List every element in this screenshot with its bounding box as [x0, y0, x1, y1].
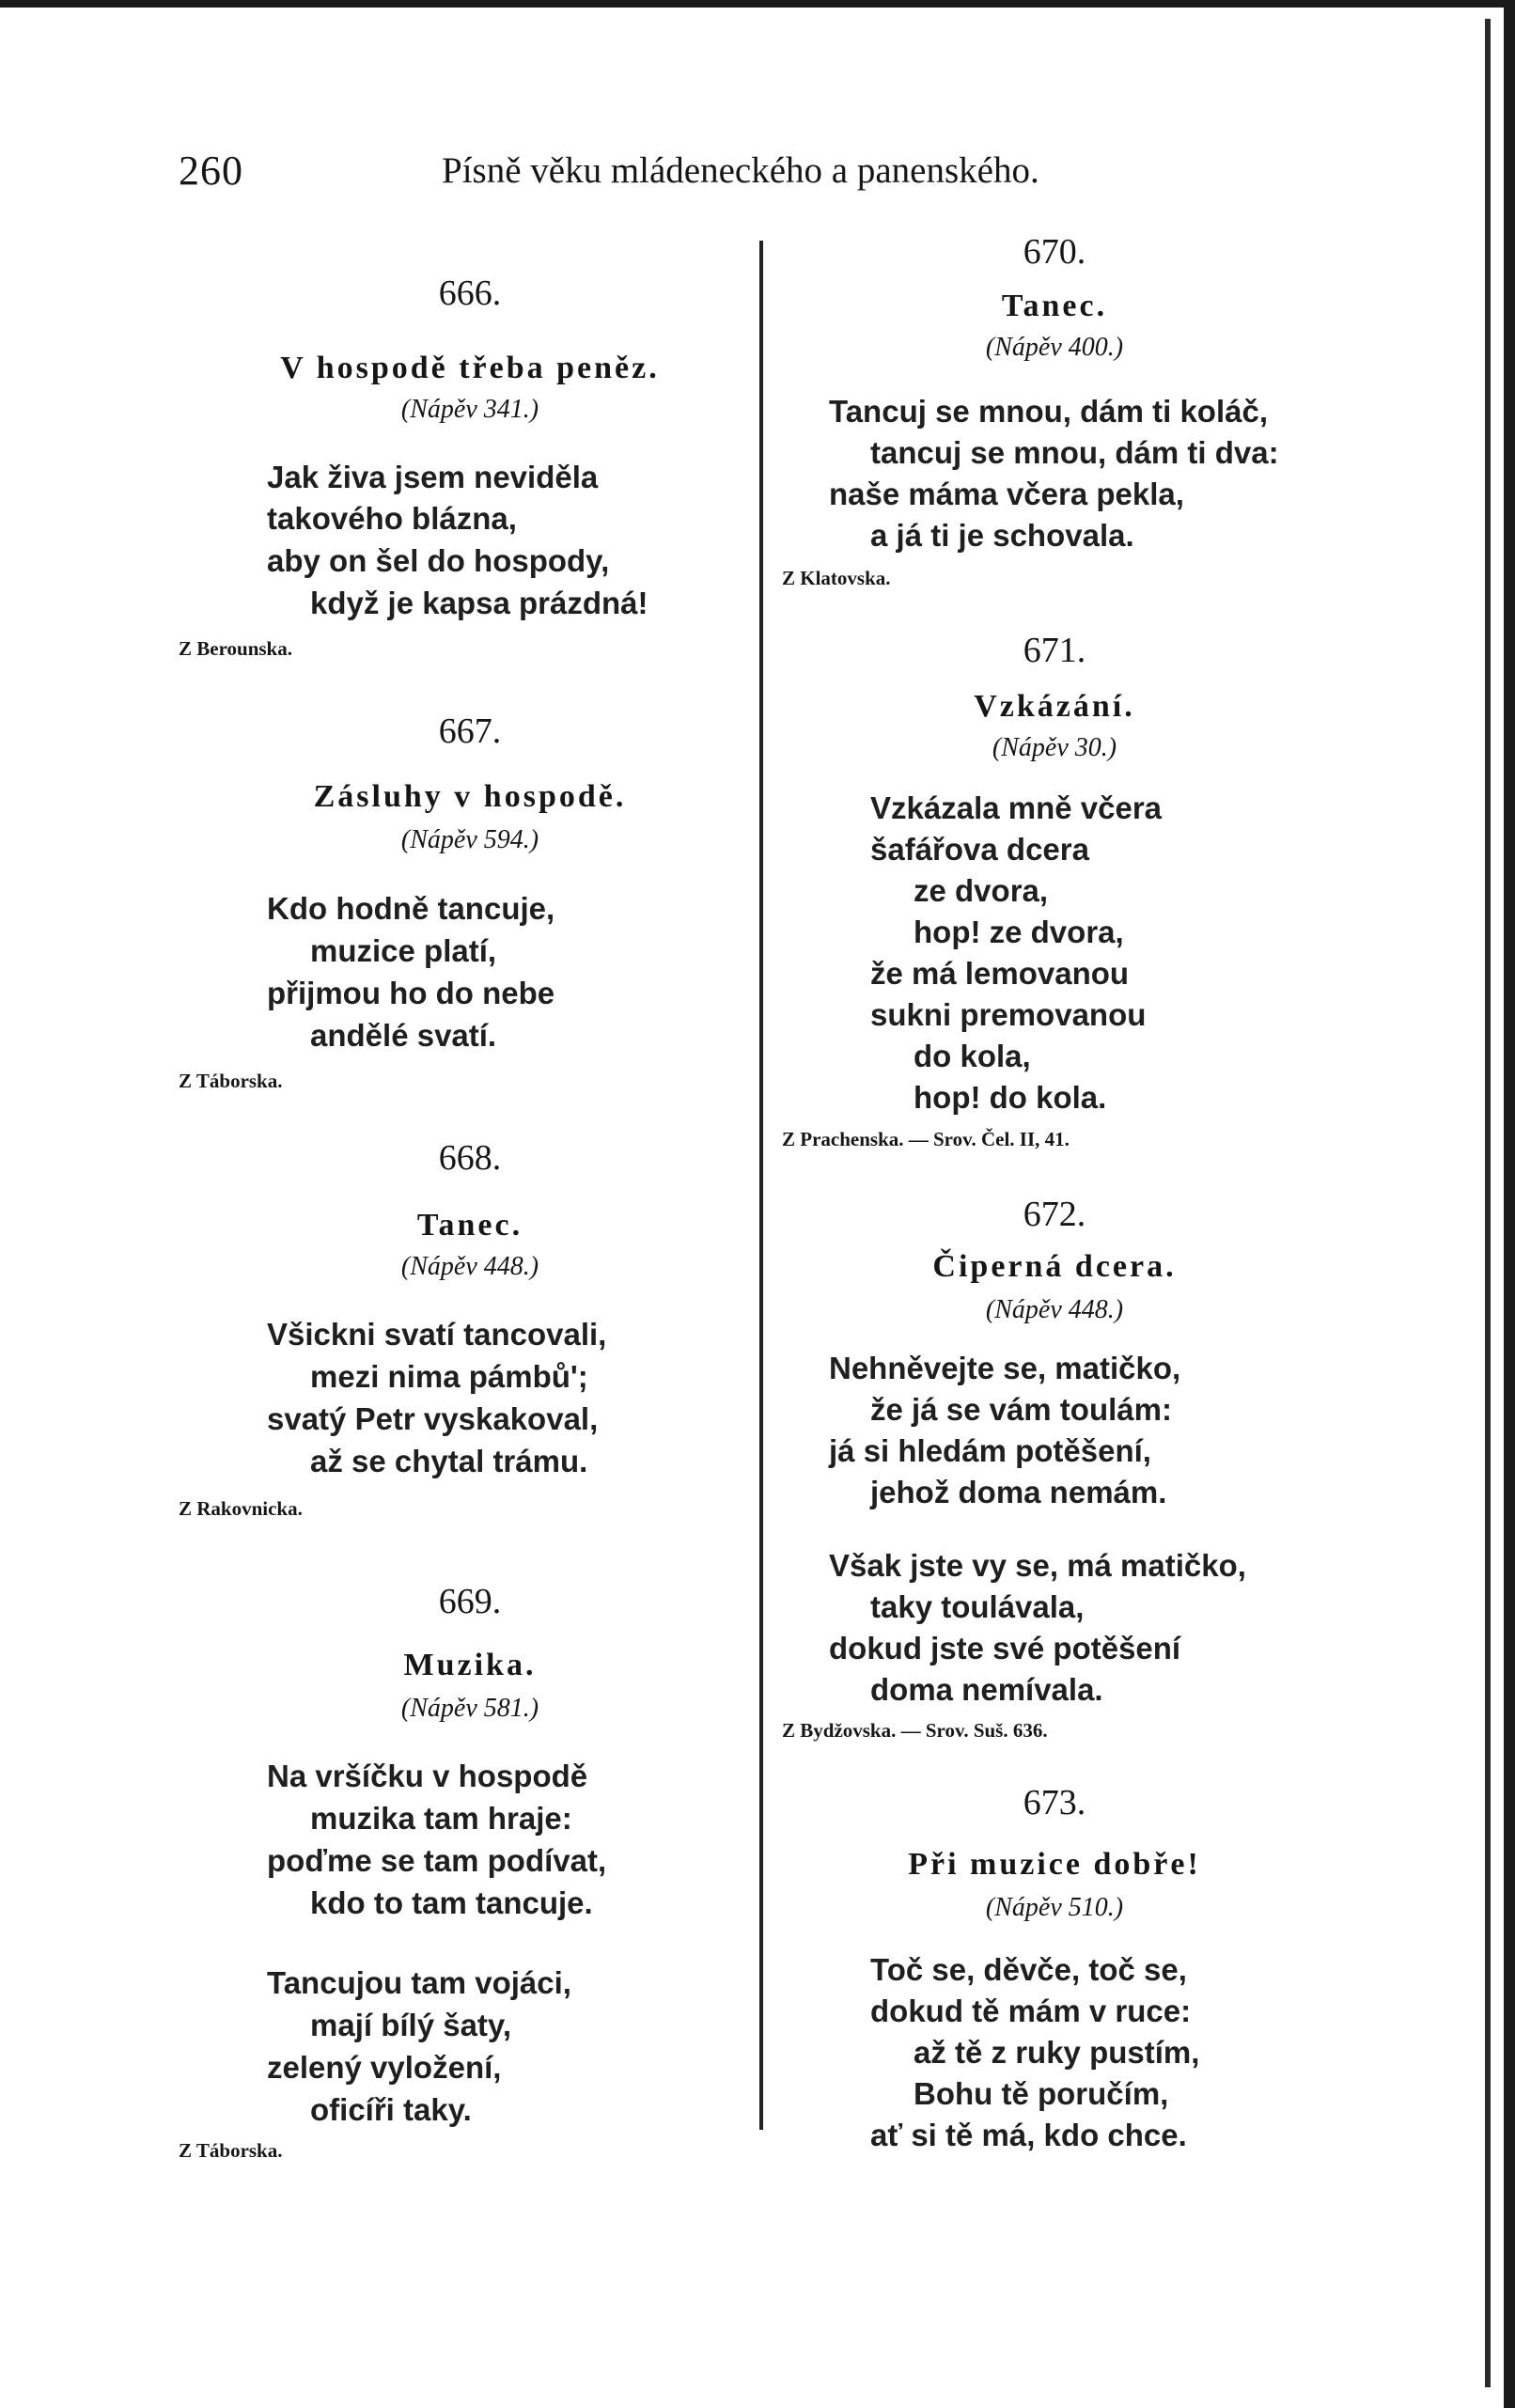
verse-line: ať si tě má, kdo chce. — [870, 2118, 1187, 2152]
song-title: Muzika. — [403, 1648, 537, 1682]
verse-line: kdo to tam tancuje. — [310, 1885, 593, 1920]
verse-line: že já se vám toulám: — [870, 1392, 1172, 1427]
verse-line: Jak živa jsem neviděla — [267, 460, 599, 494]
song-title: Tanec. — [1001, 289, 1108, 323]
song-source: Z Prachenska. — Srov. Čel. II, 41. — [782, 1128, 1070, 1150]
verse-line: mezi nima pámbů'; — [310, 1359, 588, 1394]
verse-line: aby on šel do hospody, — [267, 543, 610, 578]
verse-line: dokud tě mám v ruce: — [870, 1994, 1192, 2028]
verse-line: svatý Petr vyskakoval, — [267, 1401, 599, 1436]
verse-line: hop! do kola. — [914, 1080, 1107, 1115]
song-number: 670. — [1023, 232, 1086, 272]
verse-line: ze dvora, — [914, 873, 1049, 908]
song-number: 671. — [1023, 631, 1086, 670]
song-number: 673. — [1023, 1783, 1086, 1822]
song-source: Z Bydžovska. — Srov. Suš. 636. — [782, 1719, 1048, 1742]
verse-line: až tě z ruky pustím, — [914, 2035, 1200, 2070]
verse-line: jehož doma nemám. — [870, 1475, 1167, 1509]
song-title: Při muzice dobře! — [908, 1847, 1201, 1882]
melody-reference: (Nápěv 448.) — [985, 1295, 1124, 1324]
verse-line: přijmou ho do nebe — [267, 976, 555, 1010]
song-source: Z Rakovnicka. — [179, 1497, 303, 1520]
melody-reference: (Nápěv 581.) — [400, 1694, 539, 1723]
verse-line: taky toulávala, — [870, 1589, 1085, 1624]
verse-line: Tancujou tam vojáci, — [267, 1965, 571, 2000]
column-divider — [759, 241, 763, 2130]
song-title: Vzkázání. — [974, 689, 1135, 724]
verse-line: Bohu tě poručím, — [914, 2076, 1169, 2111]
verse-line: doma nemívala. — [870, 1672, 1103, 1707]
verse-line: a já ti je schovala. — [870, 518, 1134, 553]
verse-line: Vzkázala mně včera — [870, 790, 1163, 825]
verse-line: Na vršíčku v hospodě — [267, 1759, 588, 1793]
song-title: Zásluhy v hospodě. — [313, 779, 627, 814]
running-title: Písně věku mládeneckého a panenského. — [442, 150, 1039, 191]
verse-line: zelený vyložení, — [267, 2050, 502, 2085]
verse-line: oficíři taky. — [310, 2092, 472, 2127]
page-number: 260 — [179, 148, 243, 194]
verse-line: hop! ze dvora, — [914, 915, 1124, 949]
verse-line: takového blázna, — [267, 501, 517, 536]
verse-line: Však jste vy se, má matičko, — [829, 1548, 1246, 1583]
song-number: 666. — [438, 274, 502, 313]
verse-line: tancuj se mnou, dám ti dva: — [870, 435, 1279, 470]
verse-line: Kdo hodně tancuje, — [267, 891, 555, 926]
song-source: Z Klatovska. — [782, 567, 891, 589]
melody-reference: (Nápěv 341.) — [400, 395, 539, 424]
melody-reference: (Nápěv 594.) — [400, 825, 539, 854]
page-edge-rule — [1485, 19, 1491, 2387]
song-source: Z Berounska. — [179, 637, 292, 660]
verse-line: muzika tam hraje: — [310, 1801, 572, 1836]
verse-line: muzice platí, — [310, 933, 497, 968]
verse-line: že má lemovanou — [870, 956, 1130, 991]
verse-line: sukni premovanou — [870, 997, 1147, 1032]
song-number: 672. — [1023, 1195, 1086, 1234]
song-number: 669. — [438, 1582, 502, 1621]
song-source: Z Táborska. — [179, 2139, 283, 2162]
song-source: Z Táborska. — [179, 1070, 283, 1092]
verse-line: Všickni svatí tancovali, — [267, 1317, 607, 1352]
song-title: V hospodě třeba peněz. — [280, 351, 660, 385]
melody-reference: (Nápěv 510.) — [985, 1893, 1124, 1922]
verse-line: Nehněvejte se, matičko, — [829, 1351, 1181, 1385]
verse-line: mají bílý šaty, — [310, 2008, 511, 2042]
song-number: 668. — [438, 1138, 502, 1178]
verse-line: Tancuj se mnou, dám ti koláč, — [829, 394, 1268, 429]
verse-line: andělé svatí. — [310, 1018, 497, 1053]
verse-line: já si hledám potěšení, — [829, 1433, 1151, 1468]
song-title: Tanec. — [416, 1208, 523, 1243]
verse-line: naše máma včera pekla, — [829, 477, 1184, 511]
verse-line: poďme se tam podívat, — [267, 1843, 607, 1878]
melody-reference: (Nápěv 448.) — [400, 1252, 539, 1281]
verse-line: šafářova dcera — [870, 832, 1089, 867]
verse-line: do kola, — [914, 1039, 1031, 1073]
verse-line: když je kapsa prázdná! — [310, 586, 648, 620]
melody-reference: (Nápěv 400.) — [985, 333, 1124, 362]
verse-line: Toč se, děvče, toč se, — [870, 1952, 1187, 1987]
verse-line: až se chytal trámu. — [310, 1444, 588, 1478]
song-number: 667. — [438, 711, 502, 751]
melody-reference: (Nápěv 30.) — [992, 733, 1117, 762]
verse-line: dokud jste své potěšení — [829, 1631, 1181, 1665]
song-title: Čiperná dcera. — [932, 1249, 1177, 1284]
running-head — [0, 143, 1515, 199]
